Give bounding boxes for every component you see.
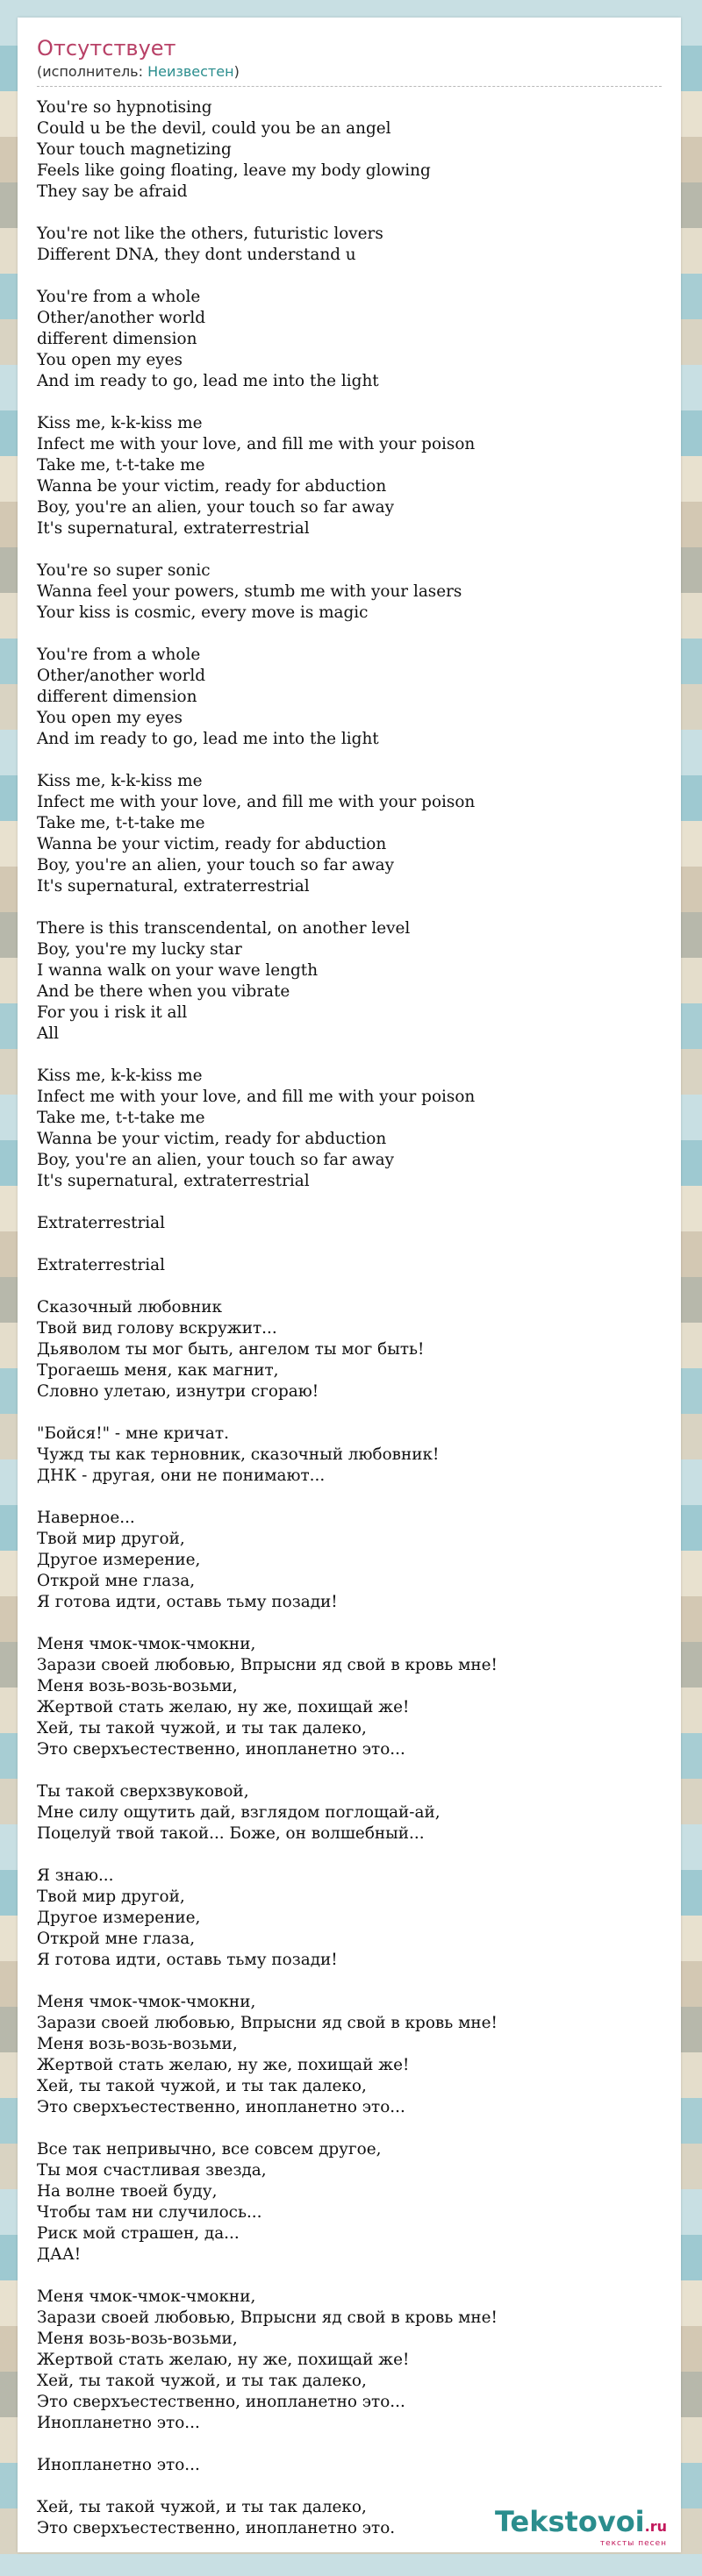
stanza-break (37, 1192, 662, 1213)
lyric-line: All (37, 1024, 60, 1043)
lyric-line: Жертвой стать желаю, ну же, похищай же! (37, 2351, 410, 2369)
lyric-line: Я готова идти, оставь тьму позади! (37, 1951, 338, 1969)
lyric-line: And be there when you vibrate (37, 982, 290, 1001)
lyric-line: Поцелуй твой такой... Боже, он волшебный... (37, 1824, 425, 1843)
lyric-line: For you i risk it all (37, 1003, 188, 1022)
lyric-line: Ты такой сверхзвуковой, (37, 1782, 249, 1801)
stanza-break (37, 897, 662, 918)
lyric-line: Хей, ты такой чужой, и ты так далеко, (37, 2498, 367, 2516)
lyric-line: Открой мне глаза, (37, 1572, 196, 1590)
lyric-line: They say be afraid (37, 182, 188, 201)
lyric-line: Take me, t-t-take me (37, 456, 205, 475)
lyric-line: Хей, ты такой чужой, и ты так далеко, (37, 1719, 367, 1738)
stanza-break (37, 266, 662, 287)
lyric-line: Дьяволом ты мог быть, ангелом ты мог быть! (37, 1340, 425, 1359)
lyric-line: different dimension (37, 330, 197, 348)
lyrics-text (37, 97, 662, 2539)
lyric-line: Boy, you're an alien, your touch so far away (37, 856, 394, 874)
lyric-line: Твой вид голову вскружит... (37, 1319, 277, 1338)
stanza-break (37, 1613, 662, 1634)
stanza-break (37, 1045, 662, 1066)
artist-line (37, 63, 662, 87)
lyric-line: Я готова идти, оставь тьму позади! (37, 1593, 338, 1611)
lyric-line: Boy, you're an alien, your touch so far away (37, 498, 394, 517)
stanza-break (37, 1971, 662, 1992)
lyric-line: Это сверхъестественно, инопланетно это... (37, 1740, 405, 1759)
lyric-line: different dimension (37, 688, 197, 706)
lyric-line: Ты моя счастливая звезда, (37, 2161, 267, 2180)
lyric-line: You're from a whole (37, 288, 201, 306)
stanza-break (37, 750, 662, 771)
lyric-line: Kiss me, k-k-kiss me (37, 772, 203, 790)
lyric-line: Инопланетно это... (37, 2414, 200, 2432)
stanza-break (37, 2434, 662, 2455)
lyric-line: Wanna be your victim, ready for abduction (37, 1130, 387, 1148)
lyric-line: Другое измерение, (37, 1909, 201, 1927)
artist-link[interactable]: Неизвестен (147, 63, 234, 80)
lyric-line: Мне силу ощутить дай, взглядом поглощай-ай, (37, 1803, 441, 1822)
lyric-line: Все так непривычно, все совсем другое, (37, 2140, 382, 2159)
lyric-line: You're not like the others, futuristic lovers (37, 225, 383, 243)
stanza-break (37, 1234, 662, 1255)
lyric-line: You open my eyes (37, 351, 183, 369)
lyric-line: And im ready to go, lead me into the light (37, 372, 379, 390)
logo-wordmark (495, 2506, 667, 2543)
lyric-line: Extraterrestrial (37, 1256, 166, 1274)
stanza-break (37, 392, 662, 413)
artist-suffix: ) (233, 63, 240, 80)
lyric-line: It's supernatural, extraterrestrial (37, 519, 310, 538)
lyric-line: Меня чмок-чмок-чмокни, (37, 2287, 256, 2306)
stanza-break (37, 2476, 662, 2497)
lyric-line: Трогаешь меня, как магнит, (37, 1361, 279, 1380)
stanza-break (37, 539, 662, 560)
lyric-line: Словно улетаю, изнутри сгораю! (37, 1382, 319, 1401)
stanza-break (37, 2118, 662, 2139)
lyric-line: Сказочный любовник (37, 1298, 222, 1317)
lyric-line: Could u be the devil, could you be an angel (37, 119, 391, 138)
lyric-line: Твой мир другой, (37, 1887, 185, 1906)
lyric-line: Other/another world (37, 667, 206, 685)
logo-name: Tekstovoi (494, 2505, 645, 2538)
lyric-line: Your kiss is cosmic, every move is magic (37, 603, 369, 622)
logo-tld: .ru (644, 2518, 667, 2535)
lyric-line: Зарази своей любовью, Впрысни яд свой в кровь мне! (37, 2308, 498, 2327)
stanza-break (37, 1402, 662, 1424)
stanza-break (37, 2266, 662, 2287)
lyric-line: Это сверхъестественно, инопланетно это... (37, 2393, 405, 2411)
lyric-line: Меня чмок-чмок-чмокни, (37, 1993, 256, 2011)
lyric-line: Меня возь-возь-возьми, (37, 2035, 238, 2053)
lyric-line: Wanna be your victim, ready for abduction (37, 835, 387, 853)
lyric-line: Kiss me, k-k-kiss me (37, 1067, 203, 1085)
lyric-line: Я знаю... (37, 1866, 114, 1885)
lyric-line: ДНК - другая, они не понимают... (37, 1466, 326, 1485)
lyric-line: Wanna feel your powers, stumb me with your lasers (37, 582, 462, 601)
lyric-line: You're from a whole (37, 646, 201, 664)
lyric-line: Boy, you're my lucky star (37, 940, 242, 959)
lyric-line: Boy, you're an alien, your touch so far away (37, 1151, 394, 1169)
lyric-line: You open my eyes (37, 709, 183, 727)
lyric-line: It's supernatural, extraterrestrial (37, 877, 310, 896)
lyric-line: Жертвой стать желаю, ну же, похищай же! (37, 2056, 410, 2074)
lyric-line: Инопланетно это... (37, 2456, 200, 2474)
lyric-line: It's supernatural, extraterrestrial (37, 1172, 310, 1190)
lyric-line: Наверное... (37, 1509, 135, 1527)
lyric-line: Риск мой страшен, да... (37, 2224, 240, 2243)
lyric-line: Feels like going floating, leave my body glowing (37, 161, 431, 180)
lyric-line: Другое измерение, (37, 1551, 201, 1569)
lyric-line: Чтобы там ни случилось... (37, 2203, 262, 2222)
lyric-line: Хей, ты такой чужой, и ты так далеко, (37, 2077, 367, 2095)
lyric-line: Take me, t-t-take me (37, 1109, 205, 1127)
stanza-break (37, 203, 662, 224)
lyric-line: I wanna walk on your wave length (37, 961, 319, 980)
lyric-line: Это сверхъестественно, инопланетно это... (37, 2098, 405, 2116)
lyric-line: There is this transcendental, on another level (37, 919, 411, 938)
lyric-line: Чужд ты как терновник, сказочный любовник! (37, 1445, 440, 1464)
lyric-line: Different DNA, they dont understand u (37, 246, 356, 264)
stanza-break (37, 624, 662, 645)
lyric-line: Your touch magnetizing (37, 140, 232, 159)
lyric-line: Хей, ты такой чужой, и ты так далеко, (37, 2372, 367, 2390)
lyric-line: Infect me with your love, and fill me with your poison (37, 1088, 476, 1106)
lyric-line: Меня возь-возь-возьми, (37, 1677, 238, 1695)
lyric-line: Extraterrestrial (37, 1214, 166, 1232)
site-logo[interactable] (495, 2506, 667, 2548)
lyric-line: Зарази своей любовью, Впрысни яд свой в кровь мне! (37, 1656, 498, 1674)
lyric-line: Жертвой стать желаю, ну же, похищай же! (37, 1698, 410, 1716)
lyric-line: Other/another world (37, 309, 206, 327)
lyric-line: And im ready to go, lead me into the light (37, 730, 379, 748)
lyric-line: Infect me with your love, and fill me with your poison (37, 793, 476, 811)
lyric-line: Это сверхъестественно, инопланетно это. (37, 2519, 396, 2537)
lyric-line: Открой мне глаза, (37, 1930, 196, 1948)
lyric-line: "Бойся!" - мне кричат. (37, 1424, 229, 1443)
logo-tagline: тексты песен (599, 2539, 667, 2548)
stanza-break (37, 1276, 662, 1297)
stanza-break (37, 1760, 662, 1781)
lyric-line: Wanna be your victim, ready for abduction (37, 477, 387, 496)
lyric-line: ДАА! (37, 2245, 82, 2264)
lyrics-card (18, 18, 681, 2552)
song-title: Отсутствует (37, 36, 176, 61)
artist-prefix: (исполнитель: (37, 63, 148, 80)
lyric-line: Take me, t-t-take me (37, 814, 205, 832)
lyric-line: Infect me with your love, and fill me with your poison (37, 435, 476, 453)
lyric-line: Зарази своей любовью, Впрысни яд свой в кровь мне! (37, 2014, 498, 2032)
stanza-break (37, 1487, 662, 1508)
lyric-line: You're so super sonic (37, 561, 211, 580)
lyric-line: Твой мир другой, (37, 1530, 185, 1548)
lyric-line: You're so hypnotising (37, 98, 212, 117)
lyric-line: На волне твоей буду, (37, 2182, 218, 2201)
lyric-line: Меня чмок-чмок-чмокни, (37, 1635, 256, 1653)
lyric-line: Меня возь-возь-возьми, (37, 2330, 238, 2348)
lyric-line: Kiss me, k-k-kiss me (37, 414, 203, 432)
stanza-break (37, 1845, 662, 1866)
